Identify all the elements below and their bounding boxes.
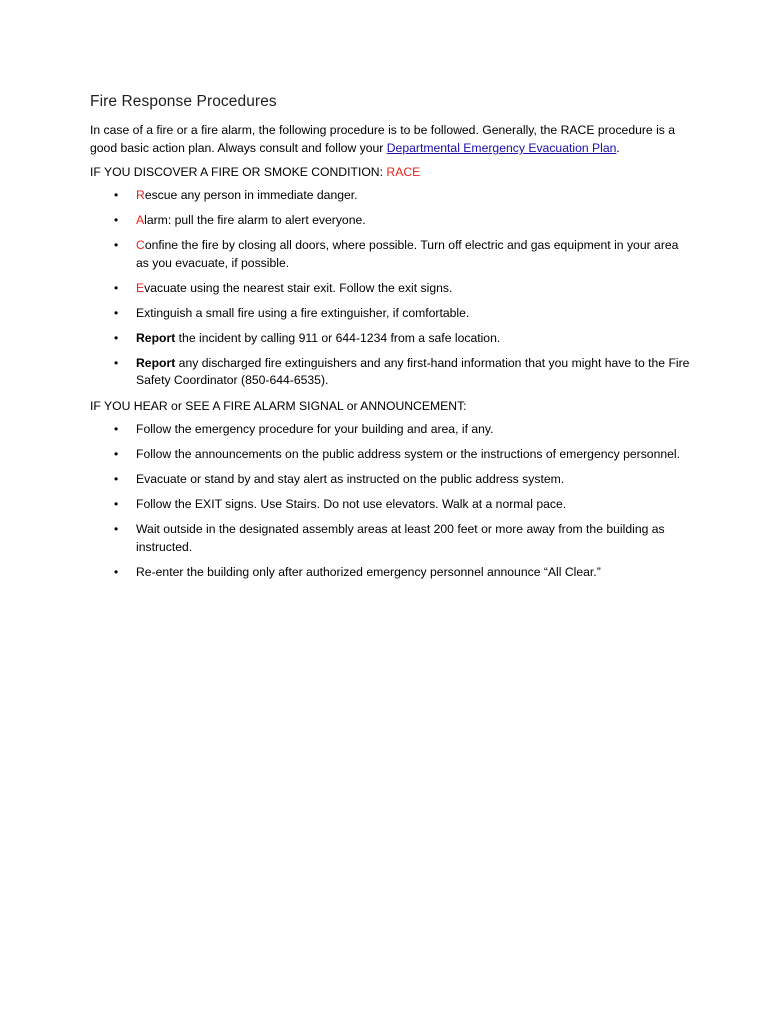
list-item-text: the incident by calling 911 or 644-1234 from a safe location. xyxy=(175,330,501,345)
list-item xyxy=(90,187,690,205)
bullet-icon: • xyxy=(114,564,119,579)
bullet-icon: • xyxy=(114,330,119,345)
bullet-icon: • xyxy=(114,213,119,227)
list-item xyxy=(90,421,690,439)
list-item xyxy=(90,330,690,348)
bullet-icon: • xyxy=(114,472,119,486)
list-item-text: Follow the announcements on the public address system or the instructions of emergency personnel. xyxy=(136,447,680,461)
bullet-icon: • xyxy=(114,497,119,511)
bullet-icon: • xyxy=(114,447,119,461)
list-item-bold: Report xyxy=(136,330,176,345)
list-item xyxy=(90,355,690,390)
bullet-icon: • xyxy=(114,188,119,202)
list-item-text: larm: pull the fire alarm to alert everyone. xyxy=(144,213,366,227)
section-heading-text: IF YOU DISCOVER A FIRE OR SMOKE CONDITION: xyxy=(90,165,387,179)
page-title: Fire Response Procedures xyxy=(90,93,277,110)
race-letter: A xyxy=(136,213,145,227)
race-letter: C xyxy=(136,238,145,252)
list-item xyxy=(90,521,690,556)
list-item-text: any discharged fire extinguishers and any first-hand information that you might have to the Fire Safety Coordinator (850-644-6535). xyxy=(136,355,690,387)
intro-text-end: . xyxy=(616,141,620,155)
race-list xyxy=(90,187,690,390)
bullet-icon: • xyxy=(114,280,119,295)
list-item-text: Extinguish a small fire using a fire extinguisher, if comfortable. xyxy=(136,305,470,320)
section-heading-alarm: IF YOU HEAR or SEE A FIRE ALARM SIGNAL or ANNOUNCEMENT: xyxy=(90,399,467,413)
list-item-text: Follow the EXIT signs. Use Stairs. Do not use elevators. Walk at a normal pace. xyxy=(136,497,567,511)
list-item-text: vacuate using the nearest stair exit. Follow the exit signs. xyxy=(144,280,453,295)
list-item-text: Re-enter the building only after authorized emergency personnel announce “All Clear.” xyxy=(136,564,601,579)
bullet-icon: • xyxy=(114,305,119,320)
race-letter: R xyxy=(136,188,145,202)
list-item xyxy=(90,280,690,298)
bullet-icon: • xyxy=(114,422,119,436)
list-item-bold: Report xyxy=(136,355,176,370)
list-item xyxy=(90,564,690,582)
list-item-text: Evacuate or stand by and stay alert as instructed on the public address system. xyxy=(136,472,565,486)
list-item-text: Wait outside in the designated assembly areas at least 200 feet or more away from the building as instructed. xyxy=(136,522,665,554)
document-page xyxy=(90,93,690,589)
list-item xyxy=(90,496,690,514)
list-item-text: Follow the emergency procedure for your building and area, if any. xyxy=(136,422,494,436)
list-item-text: onfine the fire by closing all doors, where possible. Turn off electric and gas equipment in your area as you evacuate, if possible. xyxy=(136,238,679,270)
evacuation-plan-link[interactable]: Departmental Emergency Evacuation Plan xyxy=(386,141,617,155)
alarm-list xyxy=(90,421,690,581)
section-heading-discover xyxy=(90,163,690,181)
list-item xyxy=(90,446,690,464)
bullet-icon: • xyxy=(114,522,119,536)
bullet-icon: • xyxy=(114,355,119,370)
list-item xyxy=(90,212,690,230)
race-highlight: RACE xyxy=(386,165,421,179)
race-letter: E xyxy=(136,280,145,295)
list-item xyxy=(90,471,690,489)
list-item xyxy=(90,237,690,272)
intro-paragraph xyxy=(90,121,690,157)
list-item-text: escue any person in immediate danger. xyxy=(144,188,358,202)
list-item xyxy=(90,305,690,323)
intro-text: In case of a fire or a fire alarm, the following procedure is to be followed. Generally, the RACE procedure is a good basic action plan. Always consult and follow your xyxy=(90,123,676,155)
bullet-icon: • xyxy=(114,238,119,252)
